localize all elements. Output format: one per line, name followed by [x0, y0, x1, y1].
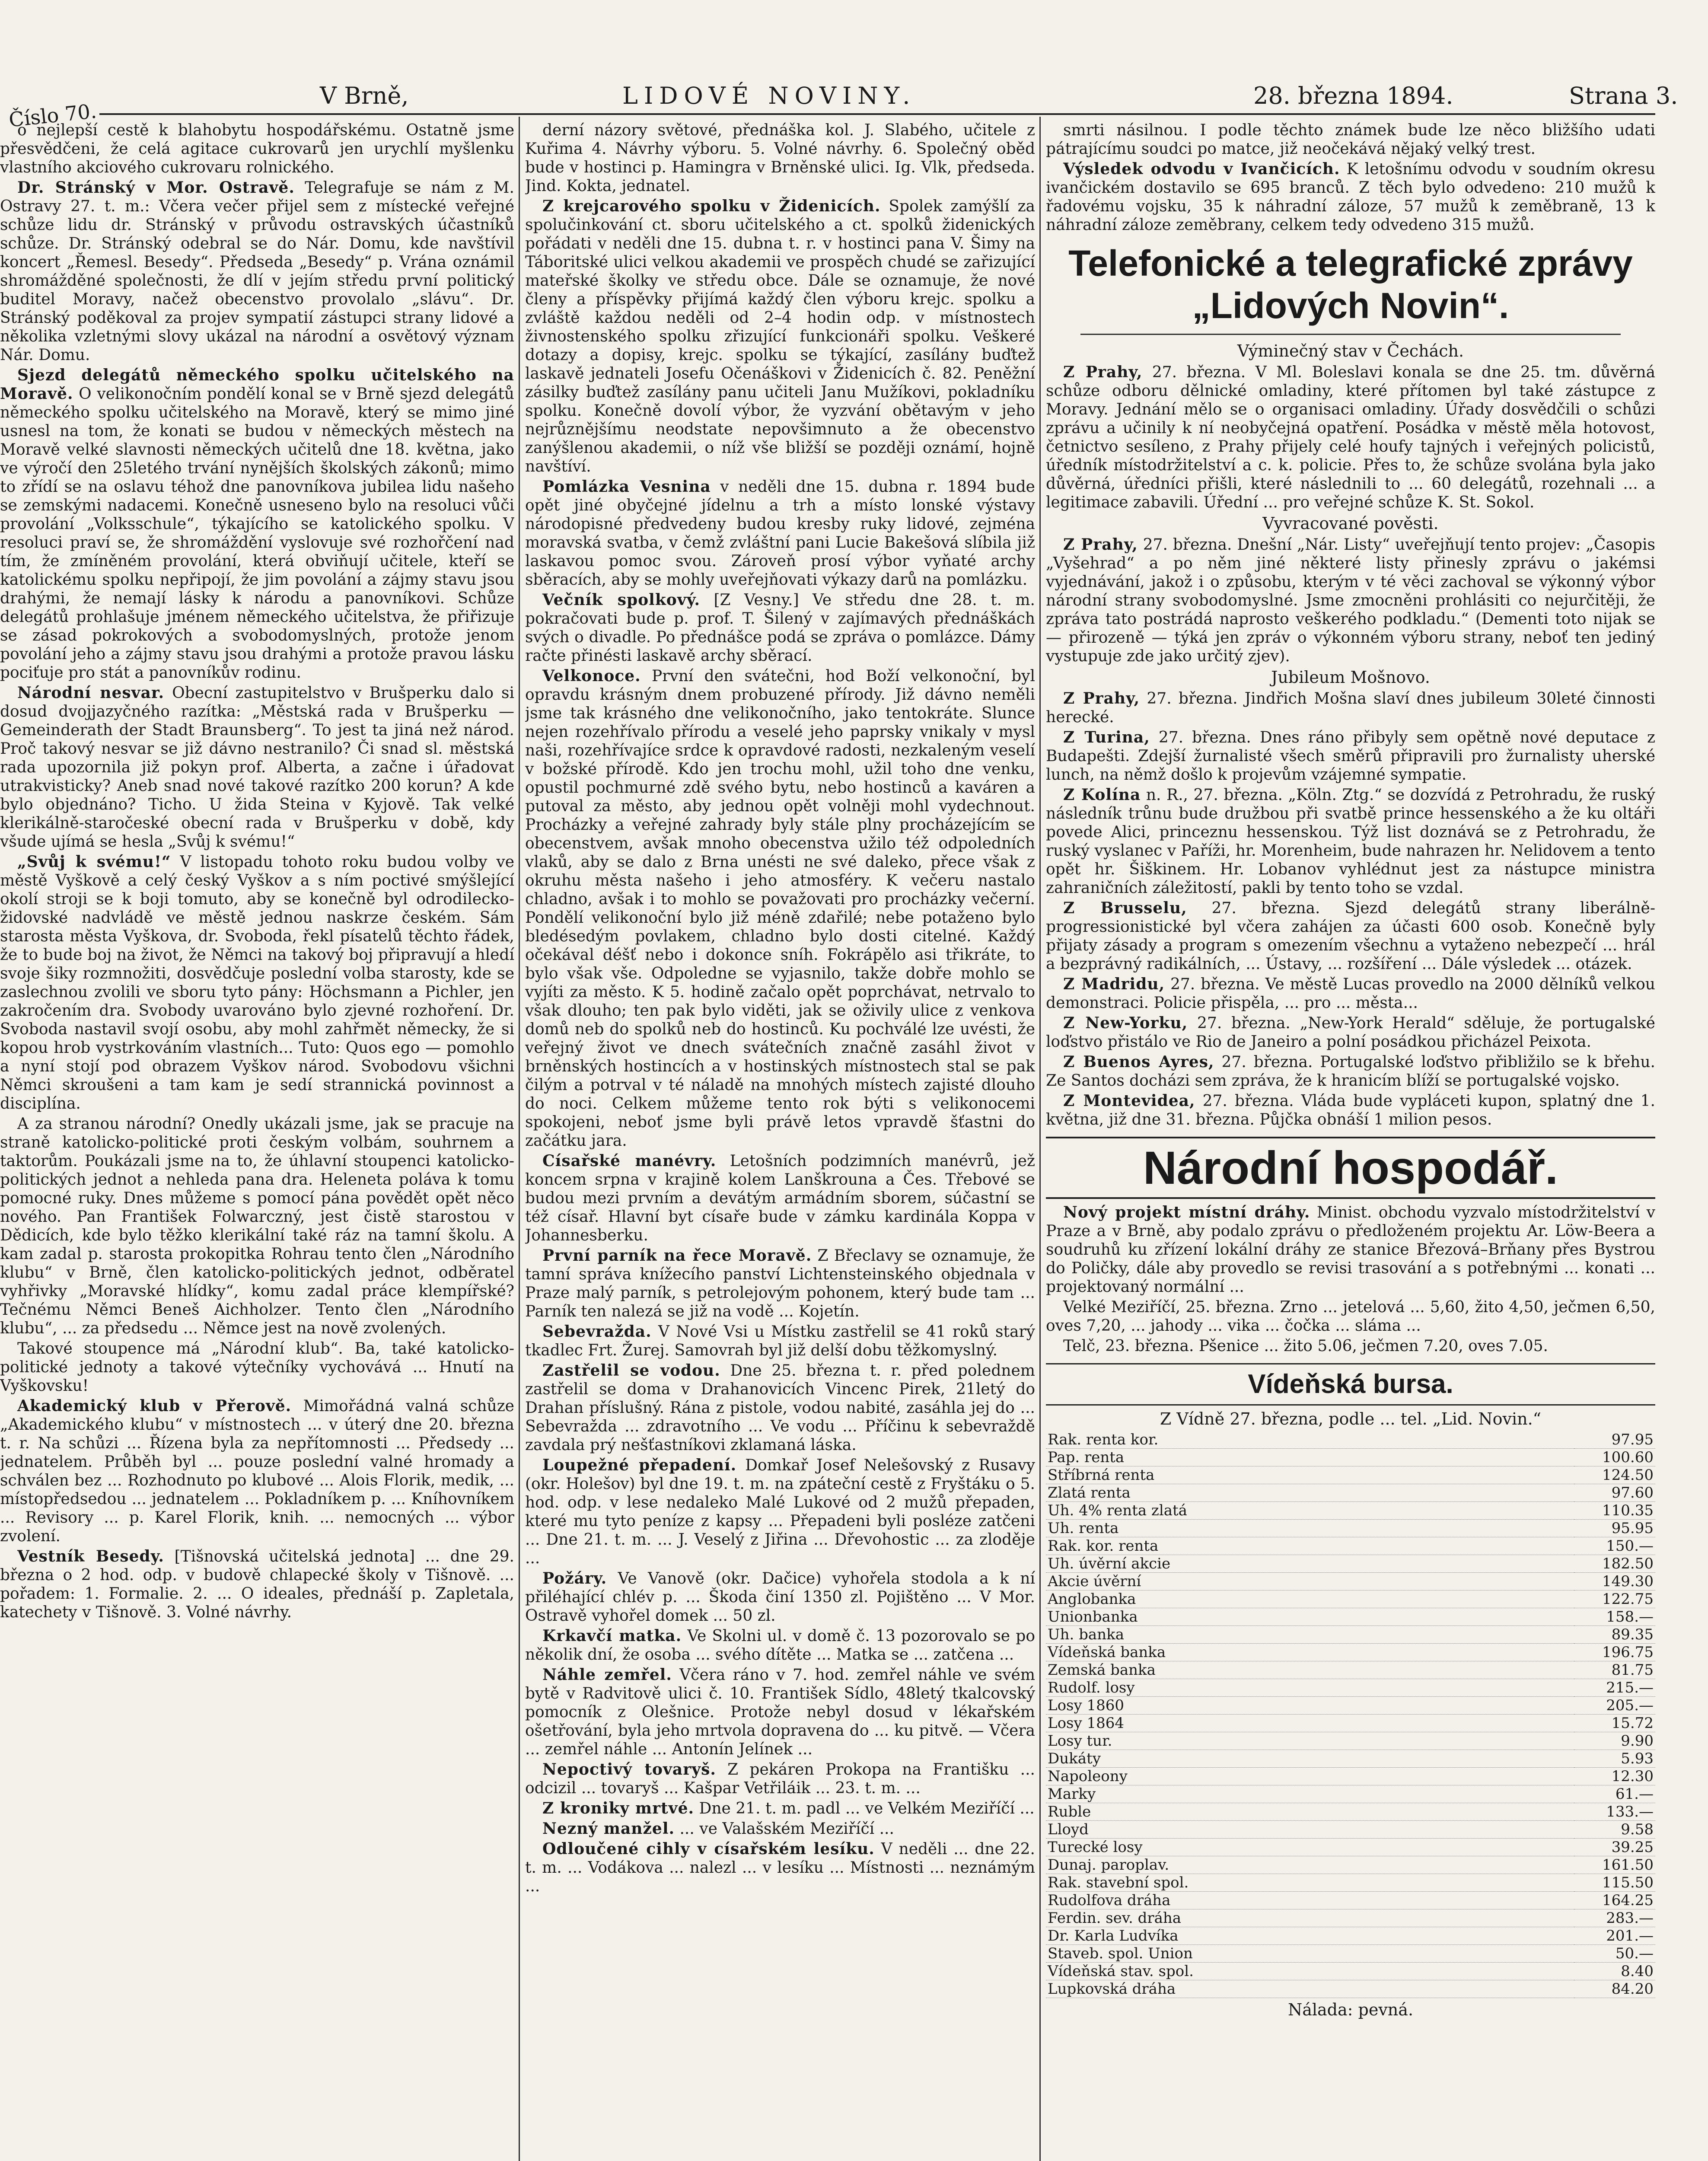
security-name: Losy 1864 [1046, 1715, 1574, 1732]
security-name: Stříbrná renta [1046, 1466, 1574, 1484]
security-price: 283.— [1574, 1909, 1655, 1927]
article-paragraph [525, 1760, 1035, 1798]
article-headline: Z Brusselu, [1063, 899, 1187, 917]
article-paragraph [525, 1569, 1035, 1625]
security-name: Losy 1860 [1046, 1697, 1574, 1715]
article-headline: Z Madridu, [1063, 975, 1165, 993]
article-text: smrti násilnou. I podle těchto známek bude lze něco bližšího udati pátrajícímu soudci po matce, již neočekává nějaký velký trest. [1046, 121, 1655, 158]
table-row [1046, 1856, 1655, 1874]
article-headline: Pomlázka Vesnina [542, 478, 711, 496]
article-headline: Odloučené cihly v císařském lesíku. [542, 1840, 875, 1858]
table-row [1046, 1644, 1655, 1661]
subsection-heading: Z Vídně 27. března, podle ... tel. „Lid. Novin.“ [1160, 1409, 1542, 1428]
article-text: Letošních podzimních manévrů, jež koncem srpna v krajině kolem Lanškrouna a Čes. Třebové se budou mezi prvním a devátým armádním sborem, súčastní se též císař. Hlavní byt císaře bude v zámku kardinála Koppa v Johannesberku. [525, 1152, 1035, 1244]
security-name: Ferdin. sev. dráha [1046, 1909, 1574, 1927]
security-name: Akcie úvěrní [1046, 1573, 1574, 1590]
table-row [1046, 1909, 1655, 1927]
article-paragraph [525, 478, 1035, 589]
section-title: Telefonické a telegrafické zprávy „Lidových Novin“. [1068, 243, 1633, 326]
article-text: 27. března. Dnešní „Nár. Listy“ uveřejňují tento projev: „Časopis „Vyšehrad“ a po něm jiné některé listy přinesly zprávu o jakémsi vyjednávání, jakož i o způsobu, kterým v té věci zachoval se výkonný výbor národní strany svobodomyslné. Jsme zmocněni prohlásiti co nejurčitěji, že zpráva tato postrádá naprosto veškerého podkladu.“ (Dementi toto nijak se — přirozeně — týká jen zpráv o výkonném výboru strany, neboť ten jediný vystupuje zde jako určitý zjev). [1046, 536, 1655, 665]
article-paragraph [1046, 121, 1655, 158]
security-name: Rak. stavební spol. [1046, 1874, 1574, 1892]
table-row [1046, 1874, 1655, 1892]
security-price: 9.58 [1574, 1821, 1655, 1839]
article-text: Obecní zastupitelstvo v Brušperku dalo si dosud dvojjazyčného razítka: „Městská rada v Brušperku — Gemeinderath der Stadt Braunsberg“. To jest ta jiná než národ. Proč takový nesvar se již dávno nestranilo? Či snad sl. městská rada upozornila již pokyn prof. Alberta, a začne i úřadovat utrakvisticky? Aneb snad nové takové razítko 200 korun? A kde bylo objednáno? Ticho. U žida Steina v Kyjově. Tak velké klerikálně-staročeské obecní rada v Brušperku v době, kdy všude ujímá se hesla „Svůj k svému!“ [0, 684, 514, 851]
security-price: 149.30 [1574, 1573, 1655, 1590]
column-2 [525, 121, 1035, 2161]
security-price: 182.50 [1574, 1555, 1655, 1573]
subsection-heading: Nálada: pevná. [1287, 2000, 1414, 2019]
article-text: 27. března. Dnes ráno přibyly sem opětně nové deputace z Budapešti. Zdejší žurnalisté všech směrů připravili pro žurnalisty uherské lunch, na němž došlo k projevům vzájemné sympatie. [1046, 729, 1655, 784]
article-headline: Nepoctivý tovaryš. [542, 1760, 716, 1779]
security-name: Uh. 4% renta zlatá [1046, 1502, 1574, 1520]
article-paragraph [525, 121, 1035, 195]
article-paragraph [525, 1152, 1035, 1245]
column-1 [0, 121, 514, 2161]
article-text: Ve Vanově (okr. Dačice) vyhořela stodola a k ní přiléhající chlév p. ... Škoda činí 1350 zl. Pojištěno ... V Mor. Ostravě vyhořel domek ... 50 zl. [525, 1570, 1035, 1625]
security-price: 97.95 [1574, 1431, 1655, 1449]
article-paragraph [1046, 160, 1655, 234]
article-headline: Z Prahy, [1063, 535, 1138, 554]
security-name: Rudolf. losy [1046, 1679, 1574, 1697]
article-headline: Náhle zemřel. [542, 1666, 672, 1684]
table-row [1046, 1963, 1655, 1980]
table-row [1046, 1697, 1655, 1715]
section-title: Národní hospodář. [1046, 1137, 1655, 1199]
security-name: Rak. renta kor. [1046, 1431, 1574, 1449]
article-paragraph [1046, 535, 1655, 666]
section-title: Vídeňská bursa. [1046, 1363, 1655, 1406]
security-price: 84.20 [1574, 1980, 1655, 1998]
article-paragraph [1046, 899, 1655, 973]
article-text: 27. března. „New-York Herald“ sděluje, že portugalské loďstvo přistálo ve Rio de Janeiro a polní posádkou přicházel Peixota. [1046, 1014, 1655, 1051]
article-paragraph [0, 1547, 514, 1622]
article-paragraph [1046, 728, 1655, 784]
article-paragraph [525, 1820, 1035, 1838]
article-text: 27. března. Ve městě Lucas provedlo na 2000 dělníků velkou demonstraci. Policie přispěla, ... pro ... města... [1046, 975, 1655, 1012]
article-text: Minist. obchodu vyzvalo místodržitelství v Praze a v Brně, aby podalo zprávu o předloženém projektu Ar. Löw-Beera a soudruhů ku zřízení lokální dráhy ze stanice Březová–Brňany přes Bystrou do Poličky, dále aby provedlo se revisi trasování a s potřebnými ... konati ... projektovaný normální ... [1046, 1204, 1655, 1296]
security-price: 95.95 [1574, 1520, 1655, 1537]
article-text: ... ve Valašském Meziříčí ... [679, 1820, 894, 1838]
article-headline: Dr. Stránský v Mor. Ostravě. [17, 178, 295, 197]
subsection-heading: Jubileum Mošnovo. [1271, 668, 1430, 687]
masthead-page-number: Strana 3. [1569, 82, 1678, 109]
security-name: Marky [1046, 1785, 1574, 1803]
article-headline: Sjezd delegátů německého spolku učitelského na Moravě. [0, 366, 514, 403]
security-price: 12.30 [1574, 1768, 1655, 1785]
security-price: 8.40 [1574, 1963, 1655, 1980]
security-price: 124.50 [1574, 1466, 1655, 1484]
security-price: 39.25 [1574, 1839, 1655, 1856]
article-paragraph [1046, 1298, 1655, 1335]
table-row [1046, 1732, 1655, 1750]
security-price: 100.60 [1574, 1449, 1655, 1466]
article-paragraph [525, 1323, 1035, 1360]
article-headline: Večník spolkový. [542, 591, 701, 609]
article-paragraph [1046, 786, 1655, 897]
security-price: 164.25 [1574, 1892, 1655, 1909]
article-text: Dne 25. března t. r. před polednem zastřelil se doma v Drahanovicích Vincenc Pirek, 21letý do Drahan příslušný. Rána z pistole, vodou nabité, zasáhla jej do ... Sebevražda ... zdravotního ... Ve vodu ... Příčinu k sebevraždě zavdala prý nešťastníkovi zklamaná láska. [525, 1362, 1035, 1454]
table-row [1046, 1520, 1655, 1537]
article-headline: Z kroniky mrtvé. [542, 1799, 695, 1817]
article-headline: Národní nesvar. [17, 684, 165, 702]
article-paragraph [525, 591, 1035, 665]
table-row [1046, 1608, 1655, 1626]
table-row [1046, 1768, 1655, 1785]
article-text: [Z Vesny.] Ve středu dne 28. t. m. pokračovati bude p. prof. T. Šilený v zajímavých přednáškách svých o divadle. Po přednášce podá se zpráva o pomlázce. Dámy račte přinésti laskavě archy sběrací. [525, 591, 1035, 665]
stock-exchange-table [1046, 1431, 1655, 1998]
article-headline: Nový projekt místní dráhy. [1063, 1203, 1310, 1221]
article-headline: Velkonoce. [542, 667, 641, 685]
table-row [1046, 1431, 1655, 1449]
article-text: V Nové Vsi u Místku zastřelil se 41 roků starý tkadlec Frt. Žurej. Samovrah byl již delší dobu těžkomyslný. [525, 1323, 1035, 1359]
article-text: V neděli ... dne 22. t. m. ... Vodákova ... nalezl ... v lesíku ... Místnosti ... neznámým ... [525, 1840, 1035, 1895]
article-headline: Z Buenos Ayres, [1063, 1053, 1214, 1071]
article-headline: Z New-Yorku, [1063, 1014, 1188, 1032]
security-price: 50.— [1574, 1945, 1655, 1963]
article-paragraph [1046, 1092, 1655, 1129]
article-paragraph [0, 366, 514, 682]
security-price: 81.75 [1574, 1661, 1655, 1679]
security-name: Dukáty [1046, 1750, 1574, 1768]
article-text: o nejlepší cestě k blahobytu hospodářskému. Ostatně jsme přesvědčeni, že celá agitace cukrovarů jen urychlí myšlenku vlastního akciového cukrovaru rolnického. [0, 121, 514, 176]
security-name: Ruble [1046, 1803, 1574, 1821]
article-text: Ve Skolni ul. v domě č. 13 pozorovalo se po několik dní, že osoba ... svého dítěte ... Matka se ... zatčena ... [525, 1627, 1035, 1664]
subsection-heading: Výminečný stav v Čechách. [1237, 341, 1464, 360]
security-price: 215.— [1574, 1679, 1655, 1697]
article-text: Z Břeclavy se oznamuje, že tamní správa knížecího panství Lichtensteinského objednala v Praze malý parník, s petrolejovým pohonem, který bude tam ... Parník ten nalezá se již na vodě ... Kojetín. [525, 1247, 1035, 1320]
article-headline: „Svůj k svému!“ [17, 853, 171, 871]
table-row [1046, 1555, 1655, 1573]
security-name: Zemská banka [1046, 1661, 1574, 1679]
masthead-title: LIDOVÉ NOVINY. [622, 82, 916, 109]
table-row [1046, 1626, 1655, 1644]
article-paragraph [0, 178, 514, 364]
article-text: [Tišnovská učitelská jednota] ... dne 29. března o 2 hod. odp. v budově chlapecké školy v Tišnově. ... pořadem: 1. Formalie. 2. ... O ideales, přednáší p. Zapletala, katechety v Tišnově. 3. Volné návrhy. [0, 1548, 514, 1621]
article-text: 27. března. V Ml. Boleslavi konala se dne 25. tm. důvěrná schůze odboru dělnické omladiny, které přítomen byl také zástupce z Moravy. Jednání mělo se o organisaci omladiny. Úřady dosvědčili o schůzi zprávu a učinily k ní neobyčejná opatření. Posádka v městě měla hotovost, četnictvo sesíleno, z Prahy přijely celé houfy tajných i veřejných policistů, úředník místodržitelství a c. k. policie. Přes to, že schůze svolána byla jako důvěrná, úředníci přišli, které následnili to ... 60 delegátů, rozehnali ... a legitimace zabavili. Úřední ... pro veřejné schůze K. St. Sokol. [1046, 363, 1655, 511]
security-name: Turecké losy [1046, 1839, 1574, 1856]
article-paragraph [525, 1666, 1035, 1759]
article-text: Domkař Josef Nelešovský z Rusavy (okr. Holešov) byl dne 19. t. m. na zpáteční cestě z Fryštáku o 5. hod. odp. v lese nedaleko Malé Lukové od 2 mužů přepaden, které mu tyto peníze z kapsy ... Přepadeni byli posléze zatčeni ... Dne 21. t. m. ... J. Veselý z Jiřina ... Dřevohostic ... za zloděje ... [525, 1457, 1035, 1567]
table-row [1046, 1679, 1655, 1697]
article-paragraph [1046, 1014, 1655, 1051]
security-price: 110.35 [1574, 1502, 1655, 1520]
article-paragraph [525, 667, 1035, 1150]
article-text: V listopadu tohoto roku budou volby ve městě Vyškově a celý český Vyškov a s ním poctivé smýšlející okolí stroji se k boji tomuto, aby se konečně byl odrodilecko-židovské nadvládě ve městě jednou naskrze českém. Sám starosta města Vyškova, dr. Svoboda, řekl písatelů těchto řádek, že to bude boj na život, že Němci na takový boj připravují a hledí svoje šiky rozmnožiti, dosvědčuje poslední volba starosty, kde se zaslechnou zvolili ve sboru tyto pány: Höchsmann a Pichler, jen zakročením dra. Svobody uvarováno bylo zjevné rozhoření. Dr. Svoboda nastavil svojí osobu, aby mohl zahřmět německy, že si kopou hrob vystrkováním vlastních... Tuto: Quos ego — pomohlo a nyní stojí pod obrazem Vyškov národ. Svobodovu všichni Němci skroušeni a tam kam je sedí strannická povinnost a disciplína. [0, 853, 514, 1112]
table-row [1046, 1466, 1655, 1484]
security-name: Vídeňská banka [1046, 1644, 1574, 1661]
article-text: Telč, 23. března. Pšenice ... žito 5.06, ječmen 7.20, oves 7.05. [1063, 1337, 1548, 1355]
security-name: Unionbanka [1046, 1608, 1574, 1626]
security-price: 158.— [1574, 1608, 1655, 1626]
security-name: Dr. Karla Ludvíka [1046, 1927, 1574, 1945]
article-headline: Loupežné přepadení. [542, 1456, 737, 1474]
article-paragraph [0, 1115, 514, 1338]
security-price: 161.50 [1574, 1856, 1655, 1874]
article-text: 27. března. Jindřich Mošna slaví dnes jubileum 30leté činnosti herecké. [1046, 690, 1655, 726]
column-divider [1039, 117, 1041, 2161]
article-headline: Požáry. [542, 1569, 607, 1587]
article-text: n. R., 27. března. „Köln. Ztg.“ se dozvídá z Petrohradu, že ruský následník trůnu bude družbou při svatbě prince hessenského a že ku oltáři povede Alici, princeznu hessenskou. Týž list doznává se z Petrohradu, že ruský vyslanec v Paříži, hr. Morenheim, bude nahrazen hr. Nelidovem a tento opět hr. Šiškinem. Hr. Lobanov vyhlédnut jest za nástupce ministra zahraničních záležitostí, pakli by tento toho se vzdal. [1046, 786, 1655, 897]
article-paragraph [1046, 1203, 1655, 1296]
article-paragraph [1046, 975, 1655, 1012]
article-headline: Z Turina, [1063, 728, 1150, 746]
security-name: Uh. banka [1046, 1626, 1574, 1644]
security-name: Lupkovská dráha [1046, 1980, 1574, 1998]
masthead [0, 0, 1708, 132]
article-headline: Zastřelil se vodou. [542, 1361, 720, 1380]
article-headline: Císařské manévry. [542, 1152, 717, 1170]
article-headline: Z krejcarového spolku v Židenicích. [542, 197, 881, 215]
article-paragraph [1046, 363, 1655, 512]
table-row [1046, 1927, 1655, 1945]
table-row [1046, 1980, 1655, 1998]
security-name: Napoleony [1046, 1768, 1574, 1785]
table-row [1046, 1750, 1655, 1768]
article-paragraph [1046, 1053, 1655, 1090]
security-price: 196.75 [1574, 1644, 1655, 1661]
security-price: 5.93 [1574, 1750, 1655, 1768]
article-text: Takové stoupence má „Národní klub“. Ba, také katolicko-politické jednoty a takové výtečníky vychovává ... Hnutí na Vyškovsku! [0, 1340, 514, 1395]
security-price: 150.— [1574, 1537, 1655, 1555]
security-name: Pap. renta [1046, 1449, 1574, 1466]
article-paragraph [525, 1361, 1035, 1454]
security-name: Zlatá renta [1046, 1484, 1574, 1502]
article-headline: První parník na řece Moravě. [542, 1246, 812, 1265]
security-name: Rudolfova dráha [1046, 1892, 1574, 1909]
article-headline: Sebevražda. [542, 1323, 652, 1341]
article-paragraph [525, 1627, 1035, 1664]
article-text: Z pekáren Prokopa na Františku ... odcizil ... tovaryš ... Kašpar Vetřiláik ... 23. t. m. ... [525, 1761, 1035, 1797]
article-paragraph [1046, 689, 1655, 727]
security-name: Vídeňská stav. spol. [1046, 1963, 1574, 1980]
security-price: 133.— [1574, 1803, 1655, 1821]
security-price: 89.35 [1574, 1626, 1655, 1644]
table-row [1046, 1502, 1655, 1520]
article-headline: Z Prahy, [1063, 363, 1143, 381]
article-paragraph [525, 1799, 1035, 1818]
security-name: Anglobanka [1046, 1590, 1574, 1608]
section-divider [1080, 334, 1621, 335]
security-price: 205.— [1574, 1697, 1655, 1715]
article-text: Spolek zamýšlí za spolučinkování ct. sboru učitelského a ct. spolků židenických pořádati v neděli dne 15. dubna t. r. v hostinci pana V. Šimy na Táboritské ulici velkou akademii ve prospěch chudé se zařizující mateřské školky ve středu obce. Dále se oznamuje, že nové členy a příspěvky přijímá každý člen výboru krejc. spolku a zvláště každou neděli od 2–4 hodin odp. v místnostech živnostenského spolku zřizující funkcionáři spolku. Veškeré dotazy a dopisy, krejc. spolku se týkající, zasílány buďtež laskavě jednateli Josefu Očenáškovi v Židenicích č. 82. Peněžní zásilky buďtež zasílány panu učiteli Janu Mužíkovi, pokladníku spolku. Konečně dovolí výbor, že vyzvání obětavým v jeho nejrůznějšímu neodstate nepovšimnuto a že obecenstvo zanýšlenou akademii, o níž vše bližší se později oznámí, hojně navštíví. [525, 198, 1035, 475]
security-name: Rak. kor. renta [1046, 1537, 1574, 1555]
table-row [1046, 1785, 1655, 1803]
article-paragraph [525, 1840, 1035, 1896]
article-text: Dne 21. t. m. padl ... ve Velkém Meziříčí ... [699, 1800, 1035, 1817]
security-name: Uh. renta [1046, 1520, 1574, 1537]
masthead-city: V Brně, [320, 82, 409, 109]
article-headline: Výsledek odvodu v Ivančicích. [1063, 160, 1340, 178]
article-text: K letošnímu odvodu v soudním okresu ivančickém dostavilo se 695 branců. Z těch bylo odvedeno: 210 mužů k řadovému vojsku, 35 k náhradní záloze, 57 mužů k zeměbraně, 13 k náhradní záloze zeměbrany, celkem tedy odvedeno 315 mužů. [1046, 160, 1655, 234]
article-headline: Nezný manžel. [542, 1820, 675, 1838]
article-headline: Vestník Besedy. [17, 1547, 164, 1565]
table-row [1046, 1892, 1655, 1909]
security-price: 115.50 [1574, 1874, 1655, 1892]
table-row [1046, 1945, 1655, 1963]
column-divider [519, 117, 520, 2161]
security-name: Staveb. spol. Union [1046, 1945, 1574, 1963]
table-row [1046, 1715, 1655, 1732]
security-price: 9.90 [1574, 1732, 1655, 1750]
article-paragraph [525, 1456, 1035, 1568]
article-text: 27. března. Vláda bude vypláceti kupon, splatný dne 1. května, již dne 31. března. Půjčka obnáší 1 milion pesos. [1046, 1092, 1655, 1128]
article-text: Včera ráno v 7. hod. zemřel náhle ve svém bytě v Radvitově ulici č. 10. František Sídlo, 48letý tkalcovský pomocník z Olešnice. Protože nebyl dosud v lékařském ošetřování, byla jeho mrtvola dopravena do ... ku pitvě. — Včera ... zemřel náhle ... Antonín Jelínek ... [525, 1666, 1035, 1758]
security-price: 15.72 [1574, 1715, 1655, 1732]
security-name: Uh. úvěrní akcie [1046, 1555, 1574, 1573]
table-row [1046, 1590, 1655, 1608]
article-text: Mimořádná valná schůze „Akademického klubu“ v místnostech ... v úterý dne 20. března t. r. Na schůzi ... Řízena byla za nepřítomnosti ... Předsedy ... jednatelem. Průběh byl ... pouze poslední valné hromady a schválen bez ... Rozhodnuto po klubové ... Alois Florik, medik, ... místopředsedou ... jednatelem ... Pokladníkem p. ... Kníhovníkem ... Revisory ... p. Karel Florik, knih. ... nemocných ... výbor zvolení. [0, 1397, 514, 1545]
column-3 [1046, 121, 1655, 2161]
article-text: derní názory světové, přednáška kol. J. Slabého, učitele z Kuřima 4. Návrhy výboru. 5. Volné návrhy. 6. Společný oběd bude v hostinci p. Hamingra v Brněnské ulici. Ig. Vlk, předseda. Jind. Kokta, jednatel. [525, 121, 1035, 195]
security-name: Lloyd [1046, 1821, 1574, 1839]
table-row [1046, 1537, 1655, 1555]
article-text: v neděli dne 15. dubna r. 1894 bude opět jiné obyčejné jídelnu a trh a místo lonské výstavy národopisné předvedeny budou kresby ruky lidové, zejména moravská svatba, v čemž zvláštní pani Lucie Bakešová slíbila již laskavou pomoc svou. Zároveň prosí výbor vyňaté archy sběracích, aby se mohly uveřejňovati výkazy darů na pomlázku. [525, 478, 1035, 589]
security-price: 61.— [1574, 1785, 1655, 1803]
masthead-rule [99, 113, 1655, 115]
security-price: 122.75 [1574, 1590, 1655, 1608]
table-row [1046, 1484, 1655, 1502]
article-text: Velké Meziříčí, 25. března. Zrno ... jetelová ... 5,60, žito 4,50, ječmen 6,50, oves 7,20, ... jahody ... vika ... čočka ... sláma ... [1046, 1298, 1655, 1335]
table-row [1046, 1449, 1655, 1466]
article-paragraph [0, 684, 514, 851]
article-paragraph [0, 1397, 514, 1546]
article-headline: Akademický klub v Přerově. [17, 1397, 292, 1415]
subsection-heading: Vyvracované pověsti. [1262, 514, 1439, 533]
article-paragraph [0, 853, 514, 1113]
table-row [1046, 1661, 1655, 1679]
table-row [1046, 1803, 1655, 1821]
article-headline: Z Kolína [1063, 786, 1141, 804]
article-paragraph [1046, 1337, 1655, 1355]
table-row [1046, 1839, 1655, 1856]
article-paragraph [0, 121, 514, 177]
masthead-issue-number: Číslo 70. [7, 99, 98, 132]
article-paragraph [0, 1339, 514, 1395]
article-headline: Z Montevidea, [1063, 1092, 1195, 1110]
article-paragraph [525, 197, 1035, 476]
security-name: Dunaj. paroplav. [1046, 1856, 1574, 1874]
article-paragraph [525, 1246, 1035, 1321]
article-text: A za stranou národní? Onedly ukázali jsme, jak se pracuje na straně katolicko-politické proti českým volbám, souhrnem a taktorům. Poukázali jsme na to, že úhlavní stoupenci katolicko-politických jednot a nehleda pana dra. Heleneta poláva k tomu pomocné ruky. Dnes můžeme s pomocí pána povědět opět něco nového. Pan František Folwarczný, jest čistě starostou v Dědicích, kde bylo těžko klerikální také ráz na tamní školu. A kam zadal p. starosta prokopitka Rohrau tento člen „Národního klubu“ v Brně, člen katolicko-politických jednot, odběratel vyhřivky „Moravské hlídky“, komu zadal práce klempířské? Tečnému Němci Beneš Aichholzer. Tento člen „Národního klubu“, ... za předsedu ... Němce jest na nově zvolených. [0, 1115, 514, 1337]
article-headline: Krkavčí matka. [542, 1627, 682, 1645]
article-text: O velikonočním pondělí konal se v Brně sjezd delegátů německého spolku učitelského na Moravě, který se mimo jiné usnesl na tom, že konati se budou v německých městech na Moravě velké slavnosti německých učitelů dne 18. května, jako ve výročí den 25letého trvání nynějších školských zákonů; mimo to zřídí se na oslavu téhož dne panovníkova jubilea lidu našeho se zemskými nadacemi. Konečně usneseno bylo na resoluci vůči provolání „Volksschule“, týkajícího se katolického spolku. V resoluci praví se, že shromáždění vyslovuje své rozhořčení nad tím, že zmíněném provolání, která obviňují učitele, kteří se katolickému spolku nepřipojí, že jim povolání a zájmy stavu jsou drahými, že nemají lásky k národu a panovníkovi. Schůze delegátů prohlašuje jménem německého učitelstva, že přiřizuje se zásad pokrokových a svobodomyslných, protože jenom povolání jeho a zájmy stavu jsou drahými a protože pravou lásku pociťuje pro stát a panovníkův rodinu. [0, 385, 514, 682]
table-row [1046, 1573, 1655, 1590]
article-headline: Z Prahy, [1063, 689, 1140, 708]
table-row [1046, 1821, 1655, 1839]
article-text: 27. března. Portugalské loďstvo přibližilo se k břehu. Ze Santos docházi sem zpráva, že k hranicím blíží se portugalské vojsko. [1046, 1053, 1655, 1090]
article-text: Telegrafuje se nám z M. Ostravy 27. t. m.: Včera večer přijel sem z místecké veřejné schůze lidu dr. Stránský v průvodu ostravských účastníků schůze. Dr. Stránský odebral se do Nár. Domu, kde navštívil koncert „Řemesl. Besedy“. Předseda „Besedy“ p. Vrána oznámil shromážděné společnosti, že dlí v jejím středu první politický buditel Moravy, načež obecenstvo provolalo „slávu“. Dr. Stránský poděkoval za projev sympatií zástupci strany lidové a několika vzletnými slovy ukázal na národní a osvětový význam Nár. Domu. [0, 179, 514, 364]
security-price: 201.— [1574, 1927, 1655, 1945]
security-name: Losy tur. [1046, 1732, 1574, 1750]
security-price: 97.60 [1574, 1484, 1655, 1502]
masthead-date: 28. března 1894. [1253, 82, 1453, 109]
article-text: První den svátečni, hod Boží velkonoční, byl opravdu krásným dnem probuzené přírody. Již dávno neměli jsme tak krásného dne velikonočního, jako tentokráte. Slunce nejen rozehřívalo přírodu a veselé jeho paprsky vnikaly v mysl naši, rozehřívajíce srdce k opravdové radosti, nezkaleným veselí v božské přírodě. Kdo jen trochu mohl, užil toho dne venku, opustil pochmurné zdě svého bytu, nebo hostinců a kaváren a putoval za město, aby jednou opět volněji mohl vydechnout. Procházky a veřejné zahrady byly stále plny procházejícím se obecenstvem, avšak mnoho obecenstva užilo též odpoledních vlaků, aby se dalo z Brna unésti ne své daleko, přece však z okruhu města našeho i jeho atmosféry. K večeru nastalo chladno, avšak i to mohlo se považovati pro procházky večerní. Pondělí velikonoční bylo již méně zdařilé; nebe potaženo bylo bledésedým povlakem, chladno bylo dosti citelné. Každý očekával déšť nebo i dokonce sníh. Fokrápělo asi třikráte, to bylo však vše. Odpoledne se vyjasnilo, takže dobře mohlo se vyjíti za město. K 5. hodině začalo opět poprchávat, netrvalo to však dlouho; ten pak bylo viděti, jak se oživily ulice z venkova domů neb do spolků neb do hostinců. Ku pochválé lze uvésti, že veřejný život ve dnech svátečních značně zasáhl život v brněnských hostincích a v hostinských místnostech stal se pak čilým a potrval v té náladě na mnohých místech zajisté dlouho do noci. Celkem můžeme tento rok býti s velikonocemi spokojeni, neboť jsme byli právě letos vpravdě šťastni do začátku jara. [525, 667, 1035, 1150]
article-text: 27. března. Sjezd delegátů strany liberálně-progressionistické byl včera zahájen za účasti 600 osob. Konečně byly přijaty zásady a program s omezením všechnu a vytaženo nebezpečí ... hrál a bezprávný radikálních, ... Ústavy, ... rozšíření ... Dále výsledek ... otázek. [1046, 899, 1655, 973]
